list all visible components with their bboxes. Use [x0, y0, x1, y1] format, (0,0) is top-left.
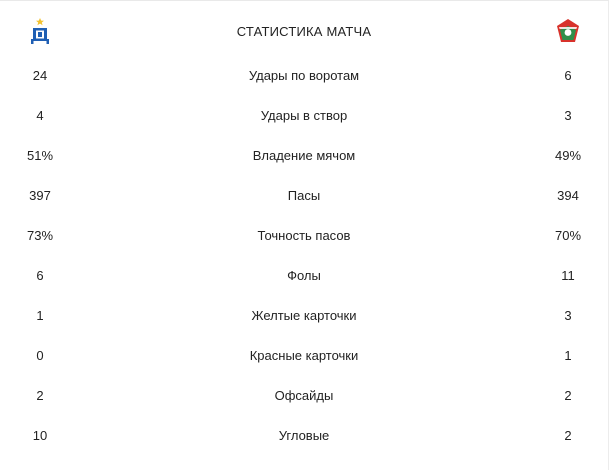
away-value: 1: [564, 348, 572, 363]
home-value: 6: [36, 268, 44, 283]
home-value: 4: [36, 108, 44, 123]
page-title: СТАТИСТИКА МАТЧА: [236, 24, 372, 39]
away-value: 70%: [554, 228, 582, 243]
away-value: 3: [564, 108, 572, 123]
away-value: 6: [564, 68, 572, 83]
home-value: 10: [32, 428, 48, 443]
stat-label: Угловые: [278, 428, 330, 443]
stat-label: Удары по воротам: [248, 68, 360, 83]
match-stats-header: [0, 1, 608, 59]
home-value: 24: [32, 68, 48, 83]
stat-row: [0, 175, 608, 215]
stat-row: [0, 375, 608, 415]
stat-row: [0, 335, 608, 375]
stat-row: [0, 255, 608, 295]
home-value: 0: [36, 348, 44, 363]
stat-row: [0, 215, 608, 255]
stats-list: [0, 55, 608, 455]
home-value: 51%: [26, 148, 54, 163]
home-value: 2: [36, 388, 44, 403]
stat-label: Удары в створ: [260, 108, 348, 123]
away-value: 394: [557, 188, 579, 203]
away-value: 2: [564, 388, 572, 403]
stat-row: [0, 55, 608, 95]
stat-row: [0, 295, 608, 335]
stat-row: [0, 415, 608, 455]
away-value: 2: [564, 428, 572, 443]
home-value: 397: [29, 188, 51, 203]
stat-label: Желтые карточки: [251, 308, 357, 323]
away-value: 49%: [554, 148, 582, 163]
home-value: 1: [36, 308, 44, 323]
stat-label: Офсайды: [274, 388, 334, 403]
away-value: 3: [564, 308, 572, 323]
stat-label: Фолы: [287, 268, 321, 283]
stat-label: Владение мячом: [252, 148, 356, 163]
lokomotiv-club-logo-icon: [555, 17, 581, 45]
stat-row: [0, 135, 608, 175]
stat-label: Точность пасов: [257, 228, 351, 243]
stat-label: Пасы: [287, 188, 321, 203]
stat-label: Красные карточки: [249, 348, 359, 363]
stat-row: [0, 95, 608, 135]
home-value: 73%: [26, 228, 54, 243]
away-value: 11: [561, 268, 575, 283]
